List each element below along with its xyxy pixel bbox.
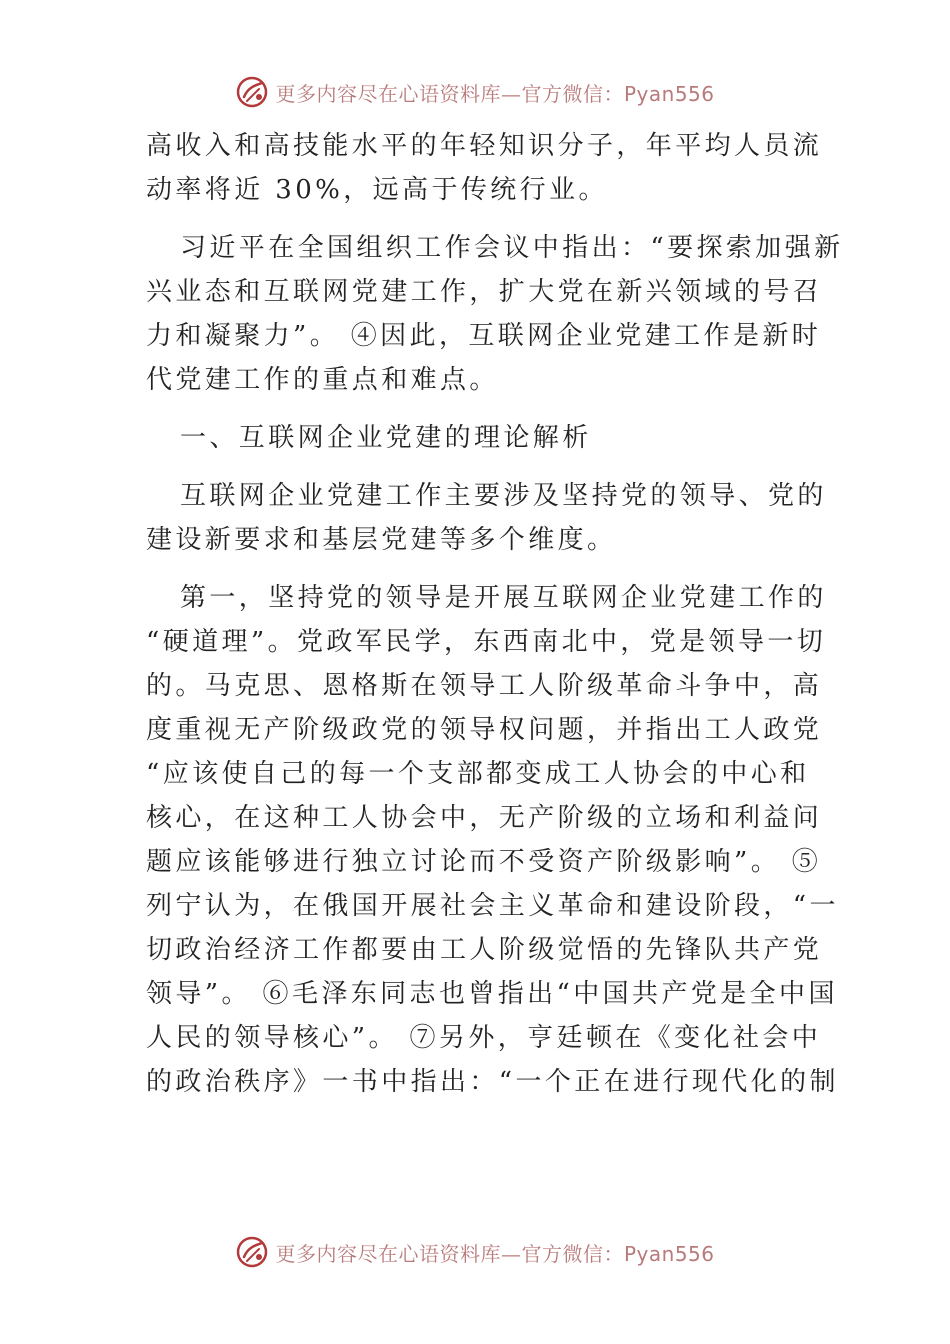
paragraph-gap [146, 460, 811, 474]
text-line: 列宁认为，在俄国开展社会主义革命和建设阶段，“一 [146, 891, 839, 921]
paragraph [146, 576, 839, 1104]
paragraph-gap [146, 212, 811, 226]
text-line: 习近平在全国组织工作会议中指出：“要探索加强新 [180, 233, 844, 263]
text-line: 动率将近 30%，远高于传统行业。 [146, 175, 608, 205]
text-line: 代党建工作的重点和难点。 [146, 365, 499, 395]
text-line: 核心，在这种工人协会中，无产阶级的立场和利益问 [146, 803, 823, 833]
footer-banner [0, 1232, 950, 1272]
text-line: “硬道理”。党政军民学，东西南北中，党是领导一切 [146, 627, 827, 657]
paragraph [146, 474, 827, 562]
paragraph-gap [146, 562, 811, 576]
banner-text [275, 78, 714, 107]
header-banner [0, 72, 950, 112]
text-line: 的政治秩序》一书中指出：“一个正在进行现代化的制 [146, 1067, 839, 1097]
text-line: 切政治经济工作都要由工人阶级觉悟的先锋队共产党 [146, 935, 823, 965]
text-line: 领导”。 ⑥毛泽东同志也曾指出“中国共产党是全中国 [146, 979, 838, 1009]
text-line: 高收入和高技能水平的年轻知识分子，年平均人员流 [146, 131, 823, 161]
text-line: “应该使自己的每一个支部都变成工人协会的中心和 [146, 759, 810, 789]
text-line: 题应该能够进行独立讨论而不受资产阶级影响”。 ⑤ [146, 847, 822, 877]
document-body [146, 124, 844, 1104]
text-line: 兴业态和互联网党建工作，扩大党在新兴领域的号召 [146, 277, 823, 307]
paragraph [146, 416, 811, 460]
paragraph [146, 124, 823, 212]
paragraph [146, 226, 844, 402]
text-line: 度重视无产阶级政党的领导权问题，并指出工人政党 [146, 715, 823, 745]
library-logo-icon [235, 1235, 269, 1269]
library-logo-icon [235, 75, 269, 109]
text-line: 力和凝聚力”。 ④因此，互联网企业党建工作是新时 [146, 321, 822, 351]
text-line: 人民的领导核心”。 ⑦另外，亨廷顿在《变化社会中 [146, 1023, 822, 1053]
text-line: 一、互联网企业党建的理论解析 [180, 423, 592, 453]
paragraph-gap [146, 402, 811, 416]
banner-cn-text: 更多内容尽在心语资料库—官方微信： [275, 81, 624, 106]
text-line: 互联网企业党建工作主要涉及坚持党的领导、党的 [180, 481, 827, 511]
banner-wechat-id: Pyan556 [623, 81, 715, 106]
banner-cn-text: 更多内容尽在心语资料库—官方微信： [275, 1241, 624, 1266]
text-line: 建设新要求和基层党建等多个维度。 [146, 525, 617, 555]
text-line: 的。马克思、恩格斯在领导工人阶级革命斗争中，高 [146, 671, 823, 701]
banner-wechat-id: Pyan556 [623, 1241, 715, 1266]
text-line: 第一，坚持党的领导是开展互联网企业党建工作的 [180, 583, 827, 613]
banner-text [275, 1238, 714, 1267]
